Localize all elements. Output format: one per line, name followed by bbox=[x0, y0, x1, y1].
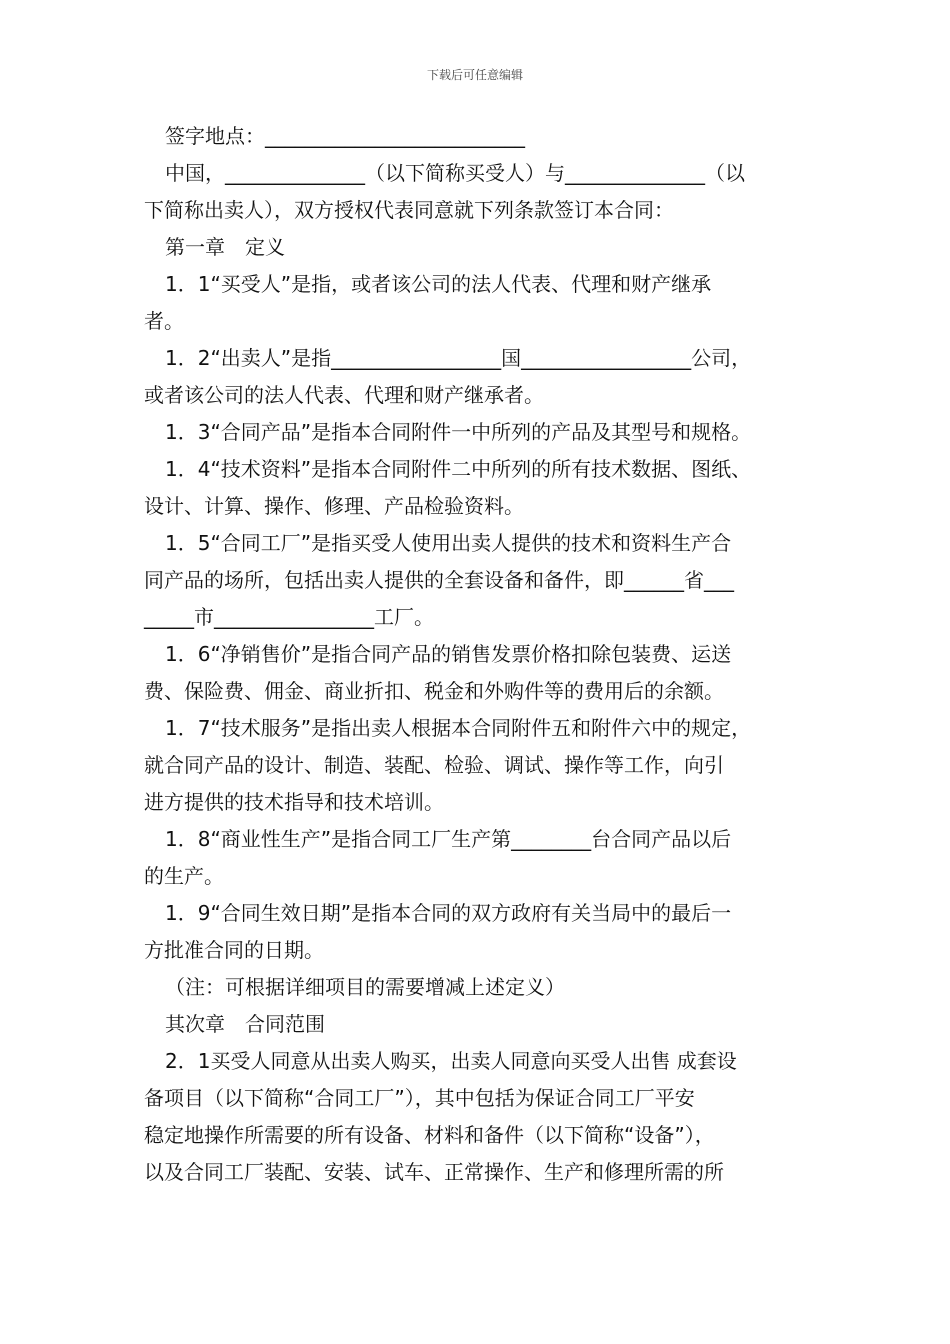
paragraph-continuation-line: 的生产。 bbox=[144, 864, 224, 888]
paragraph-line: 签字地点：__________________________ bbox=[165, 124, 525, 148]
paragraph-continuation-line: 下简称出卖人），双方授权代表同意就下列条款签订本合同： bbox=[144, 198, 674, 222]
paragraph-line: （注：可根据详细项目的需要增减上述定义） bbox=[165, 975, 565, 999]
paragraph-continuation-line: 设计、计算、操作、修理、产品检验资料。 bbox=[144, 494, 524, 518]
paragraph-line: 1．7“技术服务”是指出卖人根据本合同附件五和附件六中的规定， bbox=[165, 716, 752, 740]
paragraph-line: 1．6“净销售价”是指合同产品的销售发票价格扣除包装费、运送 bbox=[165, 642, 732, 666]
paragraph-continuation-line: 者。 bbox=[144, 309, 184, 333]
paragraph-line: 1．5“合同工厂”是指买受人使用出卖人提供的技术和资料生产合 bbox=[165, 531, 732, 555]
paragraph-continuation-line: 稳定地操作所需要的所有设备、材料和备件（以下简称“设备”）， bbox=[144, 1123, 715, 1147]
paragraph-continuation-line: 就合同产品的设计、制造、装配、检验、调试、操作等工作，向引 bbox=[144, 753, 724, 777]
paragraph-line: 1．8“商业性生产”是指合同工厂生产第________台合同产品以后 bbox=[165, 827, 732, 851]
paragraph-continuation-line: 或者该公司的法人代表、代理和财产继承者。 bbox=[144, 383, 544, 407]
paragraph-line: 中国，______________（以下简称买受人）与______________（以 bbox=[165, 161, 745, 185]
paragraph-line: 1．2“出卖人”是指_________________国_________________公司， bbox=[165, 346, 752, 370]
paragraph-continuation-line: 备项目（以下简称“合同工厂”），其中包括为保证合同工厂平安 bbox=[144, 1086, 695, 1110]
contract-body bbox=[144, 118, 824, 1191]
paragraph-continuation-line: 方批准合同的日期。 bbox=[144, 938, 324, 962]
paragraph-continuation-line: 以及合同工厂装配、安装、试车、正常操作、生产和修理所需的所 bbox=[144, 1160, 724, 1184]
paragraph-line: 1．4“技术资料”是指本合同附件二中所列的所有技术数据、图纸、 bbox=[165, 457, 752, 481]
paragraph-line: 1．3“合同产品”是指本合同附件一中所列的产品及其型号和规格。 bbox=[165, 420, 752, 444]
paragraph-continuation-line: 同产品的场所，包括出卖人提供的全套设备和备件，即______省___ bbox=[144, 568, 734, 592]
paragraph-continuation-line: _____市________________工厂。 bbox=[144, 605, 434, 629]
paragraph-continuation-line: 进方提供的技术指导和技术培训。 bbox=[144, 790, 444, 814]
paragraph-line: 1．1“买受人”是指，或者该公司的法人代表、代理和财产继承 bbox=[165, 272, 712, 296]
page-header: 下载后可任意编辑 bbox=[426, 68, 523, 82]
paragraph-line: 其次章 合同范围 bbox=[165, 1012, 325, 1036]
paragraph-line: 第一章 定义 bbox=[165, 235, 285, 259]
paragraph-continuation-line: 费、保险费、佣金、商业折扣、税金和外购件等的费用后的余额。 bbox=[144, 679, 724, 703]
paragraph-line: 2．1买受人同意从出卖人购买，出卖人同意向买受人出售 成套设 bbox=[165, 1049, 737, 1073]
paragraph-line: 1．9“合同生效日期”是指本合同的双方政府有关当局中的最后一 bbox=[165, 901, 732, 925]
